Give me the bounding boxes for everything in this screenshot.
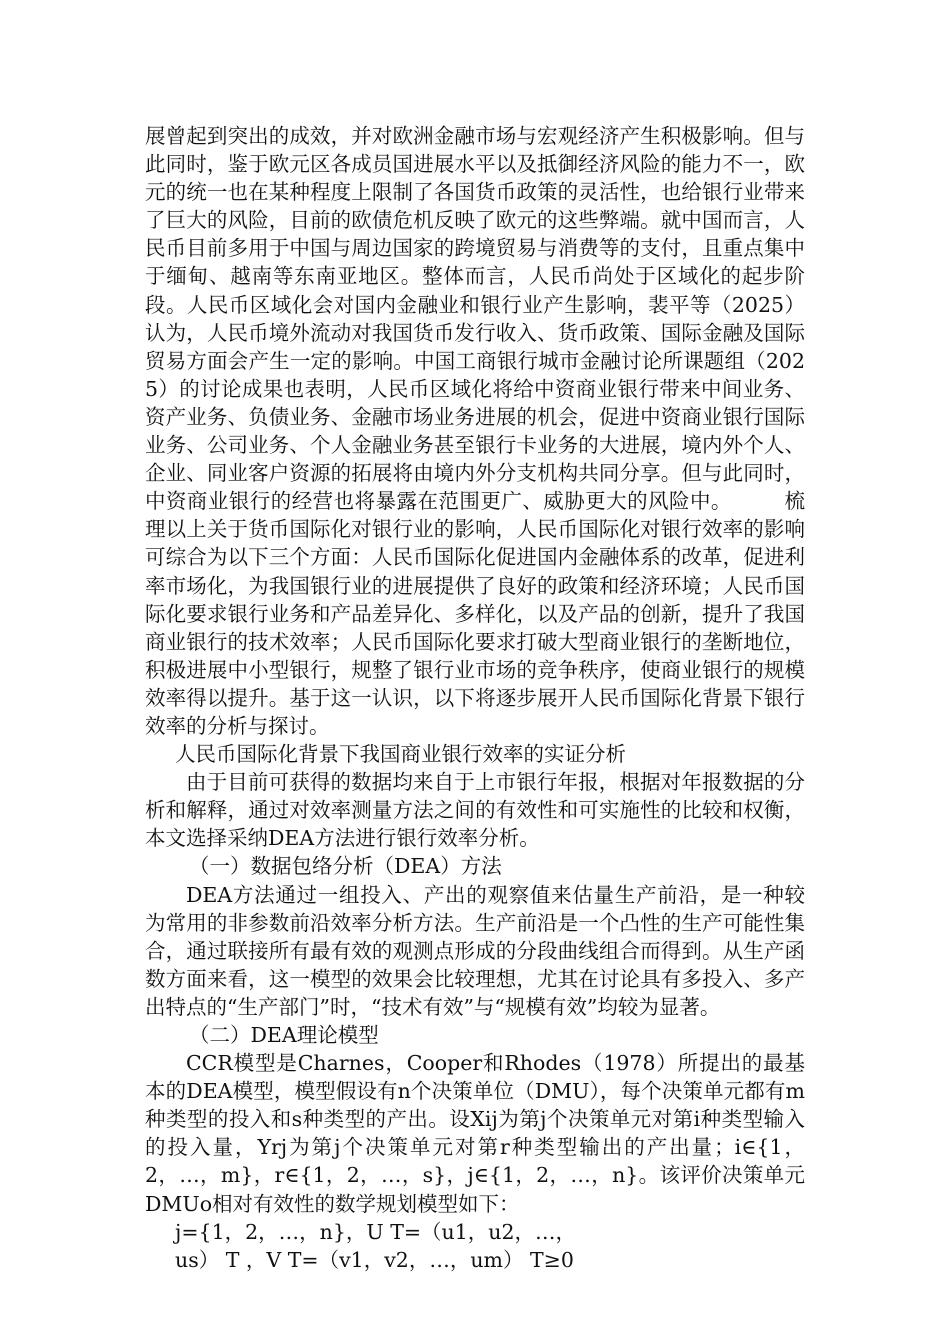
sub-heading-dea-model: （二）DEA理论模型 — [189, 1023, 379, 1047]
document-page — [145, 122, 805, 1274]
section-heading: 人民币国际化背景下我国商业银行效率的实证分析 — [175, 742, 626, 767]
body-paragraph-2: 由于目前可获得的数据均来自于上市银行年报，根据对年报数据的分析和解释，通过对效率测量方法之间的有效性和可实施性的比较和权衡，本文选择采纳DEA方法进行银行效率分析。 — [145, 770, 805, 851]
body-paragraph-4: CCR模型是Charnes，Cooper和Rhodes（1978）所提出的最基本的DEA模型，模型假设有n个决策单位（DMU），每个决策单元都有m种类型的投入和s种类型的产出。设Xij为第j个决策单元对第i种类型输入的投入量，Yrj为第j个决策单元对第r种类型输出的产出量；i∈{1，2，…，m}，r∈{1，2，…，s}，j∈{1，2，…，n}。该评价决策单元DMUo相对有效性的数学规划模型如下： — [145, 1051, 805, 1216]
formula-line-2: us） T ，V T=（v1，v2，…，um） T≥0 — [175, 1247, 574, 1272]
sub-heading-dea-method: （一）数据包络分析（DEA）方法 — [189, 854, 502, 879]
formula-line-1: j={1，2，…，n}，U T=（u1，u2，…， — [175, 1219, 577, 1244]
body-paragraph-3: DEA方法通过一组投入、产出的观察值来估量生产前沿，是一种较为常用的非参数前沿效率分析方法。生产前沿是一个凸性的生产可能性集合，通过联接所有最有效的观测点形成的分段曲线组合而得到。从生产函数方面来看，这一模型的效果会比较理想，尤其在讨论具有多投入、多产出特点的“生产部门”时，“技术有效”与“规模有效”均较为显著。 — [145, 882, 805, 1019]
body-paragraph-1: 展曾起到突出的成效，并对欧洲金融市场与宏观经济产生积极影响。但与此同时，鉴于欧元区各成员国进展水平以及抵御经济风险的能力不一，欧元的统一也在某种程度上限制了各国货币政策的灵活性，也给银行业带来了巨大的风险，目前的欧债危机反映了欧元的这些弊端。就中国而言，人民币目前多用于中国与周边国家的跨境贸易与消费等的支付，且重点集中于缅甸、越南等东南亚地区。整体而言，人民币尚处于区域化的起步阶段。人民币区域化会对国内金融业和银行业产生影响，裴平等（2025）认为，人民币境外流动对我国货币发行收入、货币政策、国际金融及国际贸易方面会产生一定的影响。中国工商银行城市金融讨论所课题组（2025）的讨论成果也表明，人民币区域化将给中资商业银行带来中间业务、资产业务、负债业务、金融市场业务进展的机会，促进中资商业银行国际业务、公司业务、个人金融业务甚至银行卡业务的大进展，境内外个人、企业、同业客户资源的拓展将由境内外分支机构共同分享。但与此同时，中资商业银行的经营也将暴露在范围更广、威胁更大的风险中。 梳理以上关于货币国际化对银行业的影响，人民币国际化对银行效率的影响可综合为以下三个方面：人民币国际化促进国内金融体系的改革，促进利率市场化，为我国银行业的进展提供了良好的政策和经济环境；人民币国际化要求银行业务和产品差异化、多样化，以及产品的创新，提升了我国商业银行的技术效率；人民币国际化要求打破大型商业银行的垄断地位，积极进展中小型银行，规整了银行业市场的竞争秩序，使商业银行的规模效率得以提升。基于这一认识，以下将逐步展开人民币国际化背景下银行效率的分析与探讨。 — [145, 124, 805, 738]
